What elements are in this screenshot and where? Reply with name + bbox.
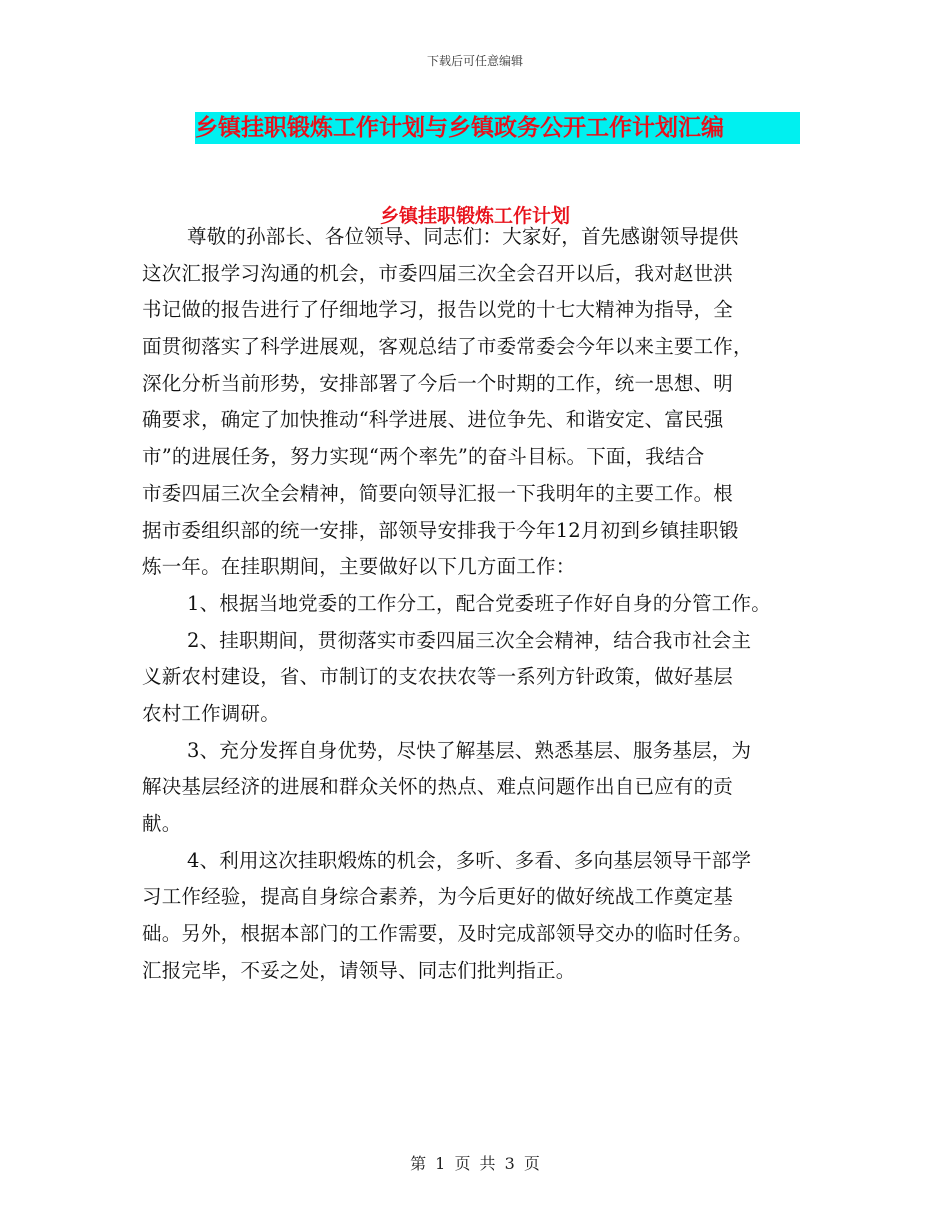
section-title: 乡镇挂职锻炼工作计划 [379, 205, 570, 227]
paragraph-line: 市”的进展任务，努力实现“两个率先”的奋斗目标。下面，我结合 [142, 445, 705, 469]
paragraph-line: 4、利用这次挂职煅炼的机会，多听、多看、多向基层领导干部学 [187, 848, 752, 872]
paragraph-line: 市委四届三次全会精神，简要向领导汇报一下我明年的主要工作。根 [142, 481, 734, 505]
paragraph-line: 义新农村建设，省、市制订的支农扶农等一系列方针政策，做好基层 [142, 665, 734, 689]
document-body [142, 219, 822, 989]
paragraph-line: 农村工作调研。 [142, 701, 280, 725]
paragraph-line: 汇报完毕，不妥之处，请领导、同志们批判指正。 [142, 958, 576, 982]
document-title: 乡镇挂职锻炼工作计划与乡镇政务公开工作计划汇编 [195, 112, 800, 144]
paragraph-line: 这次汇报学习沟通的机会，市委四届三次全会召开以后，我对赵世洪 [142, 261, 734, 285]
paragraph-line: 面贯彻落实了科学进展观，客观总结了市委常委会今年以来主要工作， [142, 335, 753, 359]
paragraph-line: 据市委组织部的统一安排，部领导安排我于今年12月初到乡镇挂职锻 [142, 518, 739, 542]
paragraph-line: 献。 [142, 812, 182, 835]
paragraph-line: 确要求，确定了加快推动“科学进展、进位争先、和谐安定、富民强 [142, 408, 724, 432]
page-header-note: 下载后可任意编辑 [426, 54, 523, 68]
paragraph-line: 尊敬的孙部长、各位领导、同志们：大家好，首先感谢领导提供 [187, 225, 739, 248]
paragraph-line: 3、充分发挥自身优势，尽快了解基层、熟悉基层、服务基层，为 [187, 738, 752, 762]
paragraph-line: 2、挂职期间，贯彻落实市委四届三次全会精神，结合我市社会主 [187, 628, 752, 652]
paragraph-line: 解决基层经济的进展和群众关怀的热点、难点问题作出自已应有的贡 [142, 775, 734, 799]
paragraph-line: 深化分析当前形势，安排部署了今后一个时期的工作，统一思想、明 [142, 371, 734, 395]
paragraph-line: 习工作经验，提高自身综合素养，为今后更好的做好统战工作奠定基 [142, 885, 734, 909]
paragraph-line: 础。另外，根据本部门的工作需要，及时完成部领导交办的临时任务。 [142, 922, 753, 946]
page-number-footer: 第 1 页 共 3 页 [410, 1154, 540, 1173]
paragraph-line: 书记做的报告进行了仔细地学习，报告以党的十七大精神为指导，全 [142, 298, 734, 322]
paragraph-line: 1、根据当地党委的工作分工，配合党委班子作好自身的分管工作。 [187, 591, 771, 615]
paragraph-line: 炼一年。在挂职期间，主要做好以下几方面工作： [142, 555, 576, 579]
